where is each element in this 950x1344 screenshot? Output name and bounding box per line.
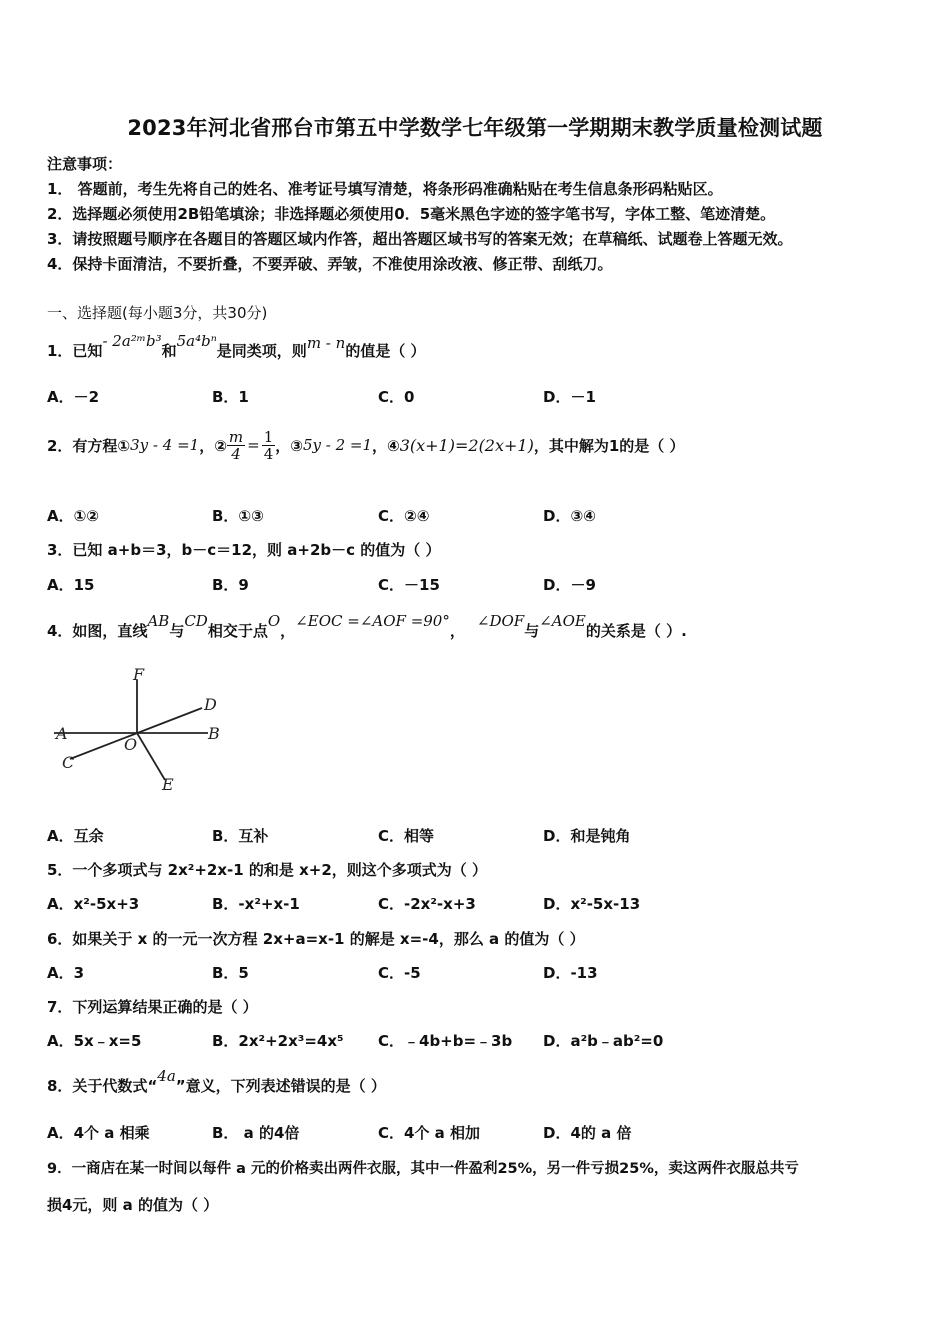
label-o: O — [124, 735, 138, 754]
q1-option-d: D．－1 — [543, 388, 596, 406]
q2-text: ，④ — [372, 436, 400, 455]
q1-text: 1．已知 — [47, 342, 103, 360]
question-8 — [47, 1067, 386, 1096]
q4-text: 与 — [169, 622, 185, 640]
q1-text: 的值是（ ） — [345, 342, 426, 360]
q2-option-a: A．①② — [47, 507, 100, 525]
label-a: A — [56, 724, 68, 743]
q1-option-c: C．0 — [378, 388, 415, 406]
q4-text: 与 — [524, 622, 540, 640]
q4-text: ， — [449, 622, 465, 640]
notice-heading: 注意事项： — [47, 155, 123, 173]
question-6: 6．如果关于 x 的一元一次方程 2x+a=x-1 的解是 x=-4，那么 a 的值为（ ） — [47, 930, 585, 948]
page-title: 2023年河北省邢台市第五中学数学七年级第一学期期末教学质量检测试题 — [127, 116, 823, 140]
q5-option-c: C．-2x²-x+3 — [378, 895, 476, 913]
notice-item: 4．保持卡面清洁，不要折叠，不要弄破、弄皱，不准使用涂改液、修正带、刮纸刀。 — [47, 255, 613, 273]
q2-fraction-left: $\frac{m}{4}$ — [228, 427, 244, 463]
q2-text: ，③ — [275, 436, 303, 455]
q4-text: 4．如图，直线 — [47, 622, 148, 640]
q2-option-b: B．①③ — [212, 507, 264, 525]
label-f: F — [133, 665, 145, 684]
q3-option-b: B．9 — [212, 576, 249, 594]
notice-item: 2．选择题必须使用2B铅笔填涂；非选择题必须使用0．5毫米黑色字迹的签字笔书写，字体工整、笔迹清楚。 — [47, 205, 776, 223]
q2-text: 2．有方程① — [47, 436, 131, 455]
q8-text: ”意义，下列表述错误的是（ ） — [175, 1077, 386, 1095]
q1-text: 是同类项，则 — [216, 342, 307, 360]
q4-angle-dof: ∠DOF — [476, 612, 525, 630]
q5-option-b: B．-x²+x-1 — [212, 895, 300, 913]
question-4 — [47, 612, 687, 641]
q7-option-d: D．a²b﹣ab²=0 — [543, 1032, 664, 1050]
q8-text: 8．关于代数式“ — [47, 1077, 158, 1095]
q2-eq4: 3(x+1)=2(2x+1) — [399, 435, 534, 455]
q6-option-d: D．-13 — [543, 964, 598, 982]
q8-expr: 4a — [157, 1067, 176, 1085]
q1-expr2: 5a⁴bⁿ — [176, 332, 217, 350]
question-3: 3．已知 a+b＝3，b－c＝12，则 a+2b－c 的值为（ ） — [47, 541, 441, 559]
question-9-line2: 损4元，则 a 的值为（ ） — [47, 1196, 219, 1214]
q4-option-d: D．和是钝角 — [543, 827, 631, 845]
q3-option-a: A．15 — [47, 576, 95, 594]
q6-option-c: C．-5 — [378, 964, 421, 982]
q8-option-c: C．4个 a 相加 — [378, 1124, 481, 1142]
question-5: 5．一个多项式与 2x²+2x-1 的和是 x+2，则这个多项式为（ ） — [47, 861, 488, 879]
section-heading: 一、选择题(每小题3分，共30分) — [47, 304, 268, 322]
notice-item: 1． 答题前，考生先将自己的姓名、准考证号填写清楚，将条形码准确粘贴在考生信息条形码粘贴区。 — [47, 180, 723, 198]
q4-option-c: C．相等 — [378, 827, 435, 845]
q2-fraction-right: $\frac{1}{4}$ — [263, 427, 274, 463]
q1-option-a: A．－2 — [47, 388, 100, 406]
label-c: C — [62, 753, 75, 772]
q4-angle-aoe: ∠AOE — [539, 612, 586, 630]
q2-option-d: D．③④ — [543, 507, 596, 525]
q4-figure — [50, 660, 240, 800]
q2-eq1: 3y - 4 =1 — [130, 436, 200, 454]
q6-option-b: B．5 — [212, 964, 249, 982]
question-7: 7．下列运算结果正确的是（ ） — [47, 998, 258, 1016]
question-9-line1: 9．一商店在某一时间以每件 a 元的价格卖出两件衣服，其中一件盈利25%，另一件亏损25%，卖这两件衣服总共亏 — [47, 1161, 799, 1177]
q6-option-a: A．3 — [47, 964, 85, 982]
label-d: D — [204, 695, 217, 714]
q5-option-a: A．x²-5x+3 — [47, 895, 140, 913]
q2-text: ，其中解为1的是（ ） — [533, 436, 685, 455]
q4-point-o: O — [267, 612, 281, 630]
label-b: B — [208, 724, 220, 743]
q1-text: 和 — [161, 342, 177, 360]
notice-item: 3．请按照题号顺序在各题目的答题区域内作答，超出答题区域书写的答案无效；在草稿纸、试题卷上答题无效。 — [47, 230, 793, 248]
q5-option-d: D．x²-5x-13 — [543, 895, 641, 913]
q2-option-c: C．②④ — [378, 507, 430, 525]
q3-option-c: C．－15 — [378, 576, 440, 594]
q7-option-c: C．﹣4b+b=﹣3b — [378, 1032, 513, 1050]
q4-text: 相交于点 — [207, 622, 268, 640]
q2-eq3: 5y - 2 =1 — [302, 436, 372, 454]
q4-option-a: A．互余 — [47, 827, 104, 845]
question-2 — [47, 424, 685, 466]
q2-equals: = — [247, 436, 260, 454]
q4-text: 的关系是（ ）. — [585, 622, 687, 640]
q1-expr3: m - n — [306, 334, 346, 352]
q4-text: ， — [280, 622, 296, 640]
q1-option-b: B．1 — [212, 388, 249, 406]
q4-line-ab: AB — [147, 612, 170, 630]
q8-option-b: B． a 的4倍 — [212, 1124, 300, 1142]
q7-option-a: A．5x﹣x=5 — [47, 1032, 142, 1050]
q4-line-cd: CD — [184, 612, 208, 630]
ray-oe — [137, 733, 165, 780]
question-1 — [47, 332, 426, 361]
q4-angles: ∠EOC =∠AOF =90° — [295, 612, 450, 630]
q7-option-b: B．2x²+2x³=4x⁵ — [212, 1032, 344, 1050]
q4-option-b: B．互补 — [212, 827, 269, 845]
label-e: E — [162, 775, 174, 794]
q3-option-d: D．－9 — [543, 576, 596, 594]
q8-option-d: D．4的 a 倍 — [543, 1124, 632, 1142]
q1-expr1: - 2a²ᵐb³ — [102, 332, 162, 350]
q2-text: ，② — [199, 436, 227, 455]
q8-option-a: A．4个 a 相乘 — [47, 1124, 150, 1142]
